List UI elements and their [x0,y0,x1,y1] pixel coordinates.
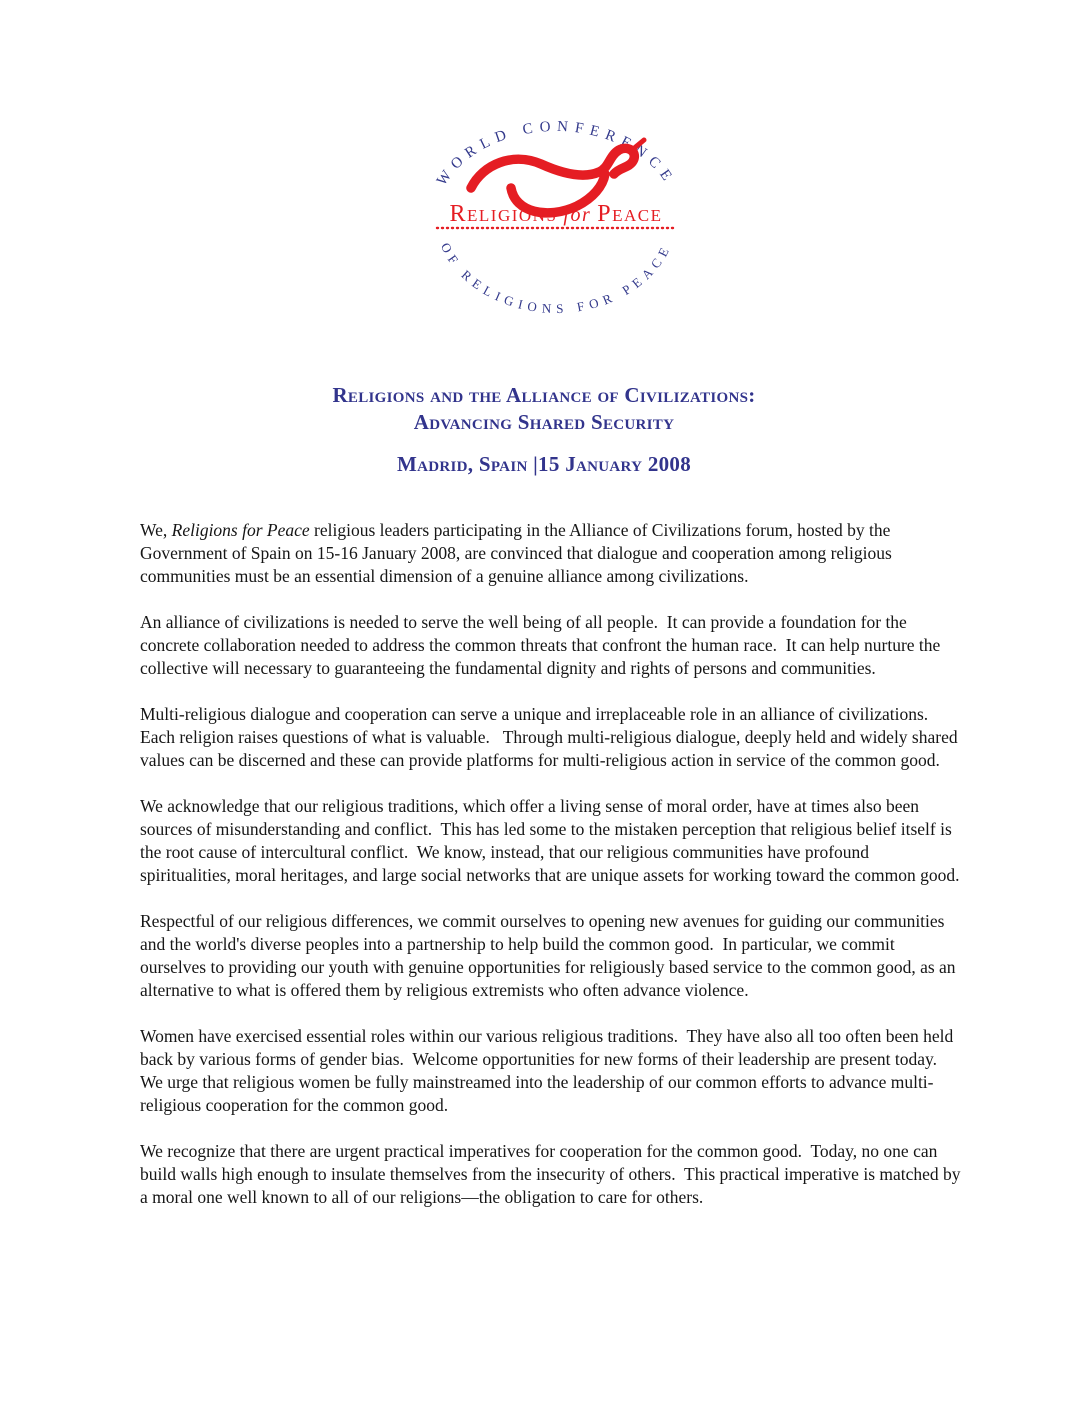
religions-for-peace-logo [431,118,681,322]
logo-wordmark-peace: Peace [597,201,663,227]
logo-wordmark [450,201,663,227]
document-title [0,382,1088,436]
logo-svg [431,118,681,322]
logo-arc-top-text: WORLD CONFERENCE [433,118,679,189]
logo-arc-bottom [438,240,674,316]
dove-wing-head-stroke [471,148,634,188]
logo-wordmark-for: for [563,204,592,226]
paragraph-7: We recognize that there are urgent practical imperatives for cooperation for the common good. Today, no one can build walls high enough to insulate themselves from the insecurity of others. This practical imperative is matched by a moral one well known to all of our religions—the obligation to care for others. [140,1141,965,1207]
paragraph-3: Multi-religious dialogue and cooperation can serve a unique and irreplaceable role in an alliance of civilizations. Each religion raises questions of what is valuable. Through multi-religious dialogue, deeply held and widely shared values can be discerned and these can provide platforms for multi-religious action in service of the common good. [140,704,962,770]
document-title-line1: Religions and the Alliance of Civilizations: [332,383,756,407]
paragraph-5: Respectful of our religious differences, we commit ourselves to opening new avenues for guiding our communities and the world's diverse peoples into a partnership to help build the common good. In particular, we commit ourselves to providing our youth with genuine opportunities for religiously based service to the common good, as an alternative to what is offered them by religious extremists who often advance violence. [140,911,960,1000]
paragraph-4: We acknowledge that our religious traditions, which offer a living sense of moral order, have at times also been sources of misunderstanding and conflict. This has led some to the mistaken perception that religious belief itself is the root cause of intercultural conflict. We know, instead, that our religious communities have profound spiritualities, moral heritages, and large social networks that are unique assets for working toward the common good. [140,796,960,885]
dateline: Madrid, Spain |15 January 2008 [396,452,692,476]
paragraph-1-rest: religious leaders participating in the Alliance of Civilizations forum, hosted by the Government of Spain on 15-16 January 2008, are convinced that dialogue and cooperation among religious communities must be an essential dimension of a genuine alliance among civilizations. [140,520,897,586]
paragraph-1 [140,519,964,588]
logo-arc-bottom-text: OF RELIGIONS FOR PEACE [437,240,675,317]
document-title-line2: Advancing Shared Security [413,410,675,434]
paragraph-2: An alliance of civilizations is needed to serve the well being of all people. It can provide a foundation for the concrete collaboration needed to address the common threats that confront the human race. It can help nurture the collective will necessary to guaranteeing the fundamental dignity and rights of persons and communities. [140,612,945,678]
paragraph-1-italic-name: Religions for Peace [171,520,310,540]
logo-arc-top [434,119,678,189]
paragraph-1-prefix: We, [140,520,172,540]
paragraph-6: Women have exercised essential roles within our various religious traditions. They have also all too often been held back by various forms of gender bias. Welcome opportunities for new forms of their leadership are present today. We urge that religious women be fully mainstreamed into the leadership of our common efforts to advance multi-religious cooperation for the common good. [140,1026,958,1115]
logo-wordmark-religions: Religions [449,201,558,227]
document-body [140,519,964,1232]
